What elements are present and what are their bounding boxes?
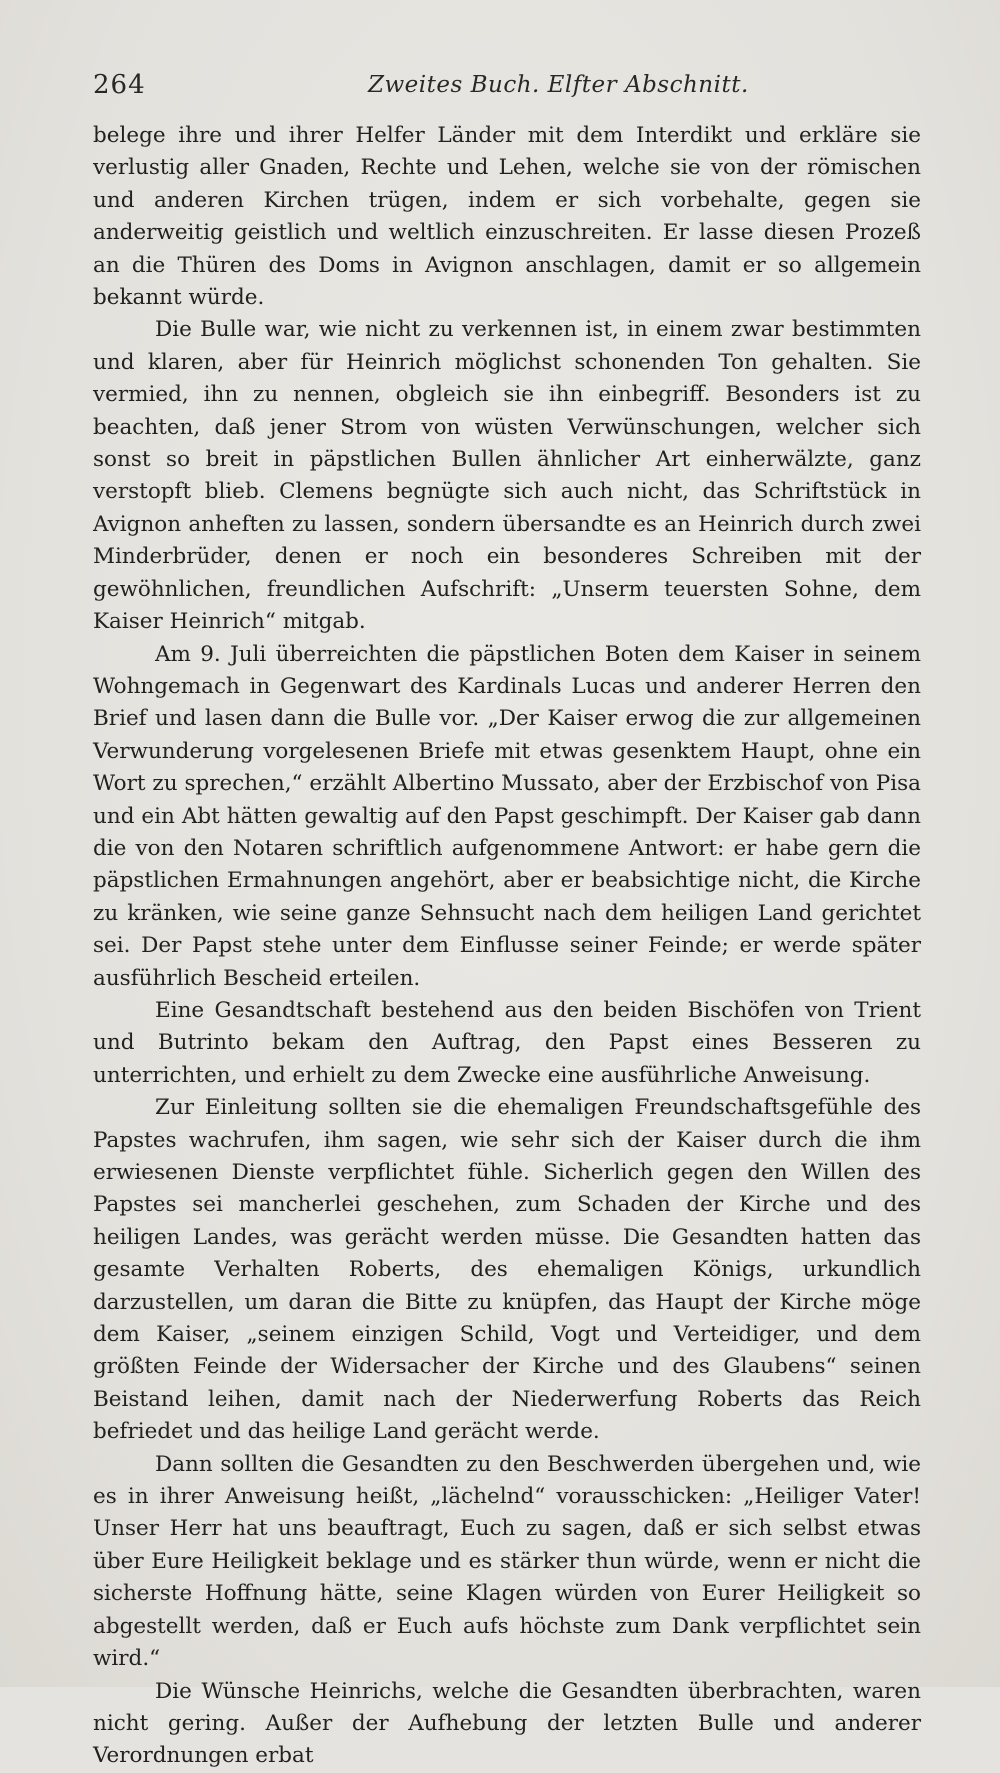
paragraph-3: Am 9. Juli überreichten die päpstlichen Boten dem Kaiser in seinem Wohngemach in Gegenwart des Kardinals Lucas und anderer Herren den Brief und lasen dann die Bulle vor. „Der Kaiser erwog die zur allgemeinen Verwunderung vorgelesenen Briefe mit etwas gesenktem Haupt, ohne ein Wort zu sprechen,“ erzählt Albertino Mussato, aber der Erzbischof von Pisa und ein Abt hätten gewaltig auf den Papst geschimpft. Der Kaiser gab dann die von den Notaren schriftlich aufgenommene Antwort: er habe gern die päpstlichen Ermahnungen angehört, aber er beabsichtige nicht, die Kirche zu kränken, wie seine ganze Sehnsucht nach dem heiligen Land gerichtet sei. Der Papst stehe unter dem Einflusse seiner Feinde; er werde später ausführlich Bescheid erteilen. bbox=[93, 641, 921, 991]
paragraph-2: Die Bulle war, wie nicht zu verkennen ist, in einem zwar bestimmten und klaren, aber für Heinrich möglichst schonenden Ton gehalten. Sie vermied, ihn zu nennen, obgleich sie ihn einbegriff. Besonders ist zu beachten, daß jener Strom von wüsten Verwünschungen, welcher sich sonst so breit in päpstlichen Bullen ähnlicher Art einherwälzte, ganz verstopft blieb. Clemens begnügte sich auch nicht, das Schriftstück in Avignon anheften zu lassen, sondern übersandte es an Heinrich durch zwei Minderbrüder, denen er noch ein besonderes Schreiben mit der gewöhnlichen, freundlichen Aufschrift: „Unserm teuersten Sohne, dem Kaiser Heinrich“ mitgab. bbox=[93, 317, 921, 635]
paragraph-5: Zur Einleitung sollten sie die ehemaligen Freundschaftsgefühle des Papstes wachrufen, ihm sagen, wie sehr sich der Kaiser durch die ihm erwiesenen Dienste verpflichtet fühle. Sicherlich gegen den Willen des Papstes sei mancherlei geschehen, zum Schaden der Kirche und des heiligen Landes, was gerächt werden müsse. Die Gesandten hatten das gesamte Verhalten Roberts, des ehemaligen Königs, urkundlich darzustellen, um daran die Bitte zu knüpfen, das Haupt der Kirche möge dem Kaiser, „seinem einzigen Schild, Vogt und Verteidiger, und dem größten Feinde der Widersacher der Kirche und des Glaubens“ seinen Beistand leihen, damit nach der Niederwerfung Roberts das Reich befriedet und das heilige Land gerächt werde. bbox=[93, 1095, 921, 1445]
body-text bbox=[93, 120, 921, 1773]
paragraph-6: Dann sollten die Gesandten zu den Beschwerden übergehen und, wie es in ihrer Anweisung heißt, „lächelnd“ vorausschicken: „Heiliger Vater! Unser Herr hat uns beauftragt, Euch zu sagen, daß er sich selbst etwas über Eure Heiligkeit beklage und es stärker thun würde, wenn er nicht die sicherste Hoffnung hätte, seine Klagen würden von Eurer Heiligkeit so abgestellt werden, daß er Euch aufs höchste zum Dank verpflichtet sein wird.“ bbox=[93, 1451, 921, 1672]
paragraph-1: belege ihre und ihrer Helfer Länder mit dem Interdikt und erkläre sie verlustig aller Gnaden, Rechte und Lehen, welche sie von der römischen und anderen Kirchen trügen, indem er sich vorbehalte, gegen sie anderweitig geistlich und weltlich einzuschreiten. Er lasse diesen Prozeß an die Thüren des Doms in Avignon anschlagen, damit er so allgemein bekannt würde. bbox=[93, 123, 921, 311]
paragraph-7: Die Wünsche Heinrichs, welche die Gesandten überbrachten, waren nicht gering. Außer der Aufhebung der letzten Bulle und anderer Verordnungen erbat bbox=[93, 1678, 921, 1769]
page-number: 264 bbox=[93, 70, 146, 100]
page-header bbox=[93, 70, 913, 110]
paragraph-4: Eine Gesandtschaft bestehend aus den beiden Bischöfen von Trient und Butrinto bekam den Auftrag, den Papst eines Besseren zu unterrichten, und erhielt zu dem Zwecke eine ausführliche Anweisung. bbox=[93, 997, 921, 1088]
running-head: Zweites Buch. Elfter Abschnitt. bbox=[368, 72, 749, 98]
